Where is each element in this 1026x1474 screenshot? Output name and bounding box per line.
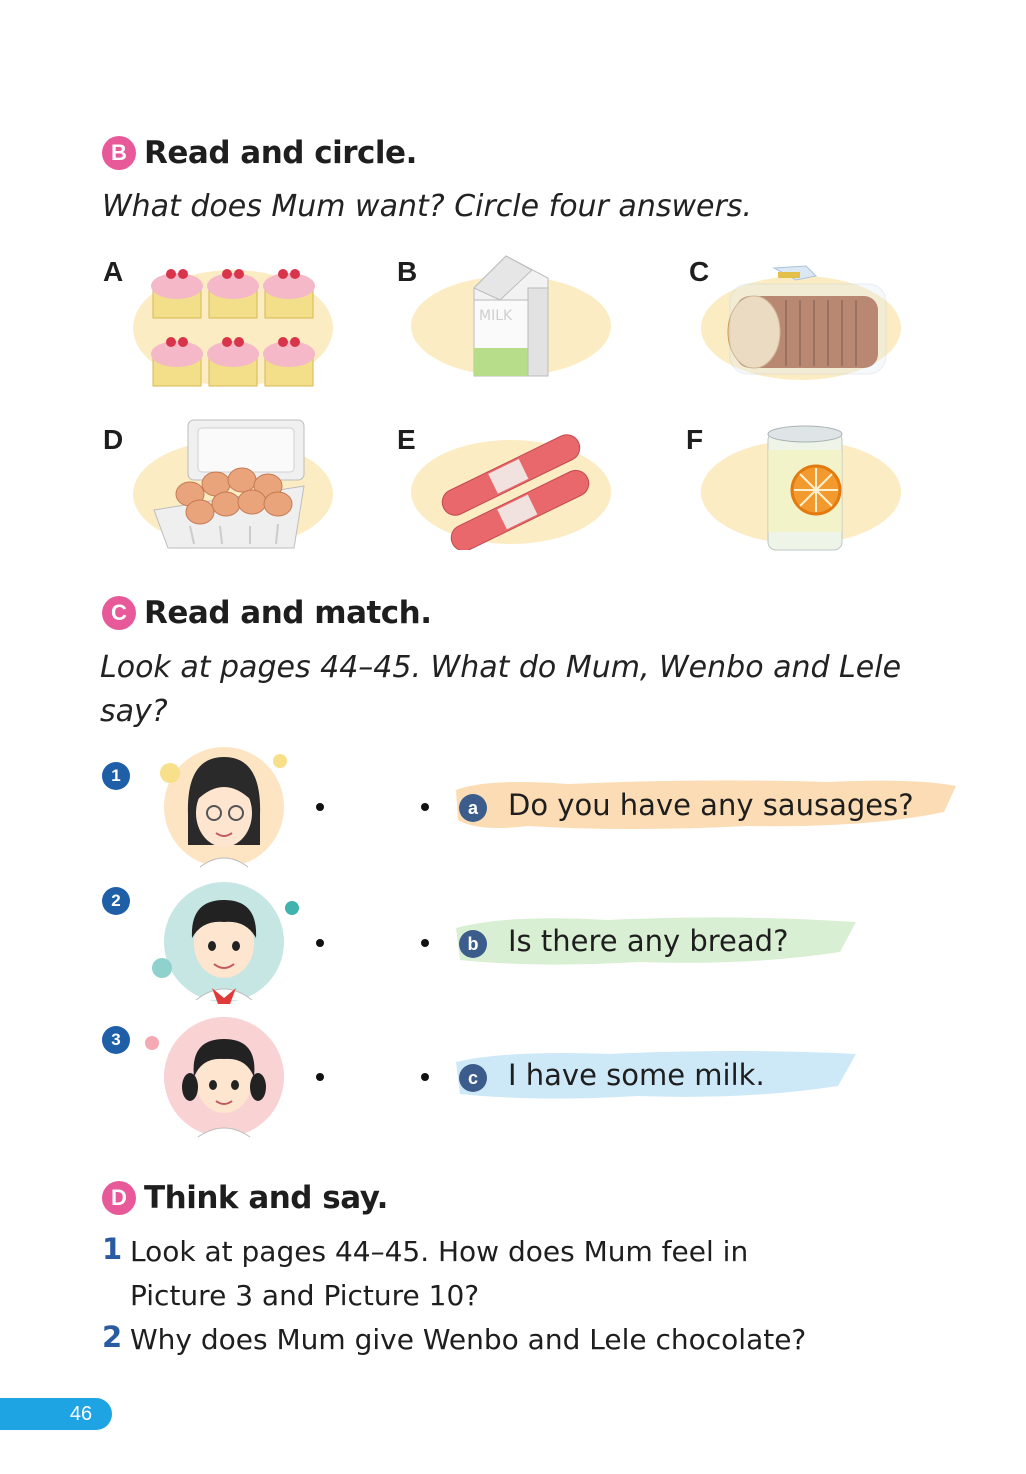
match-dot-right-b[interactable]	[421, 939, 429, 947]
page-number-tab	[0, 1398, 112, 1430]
match-letter-c: c	[459, 1064, 487, 1092]
section-c-header	[102, 595, 432, 631]
match-number-3: 3	[102, 1026, 130, 1054]
option-c-label[interactable]: C	[689, 256, 710, 287]
section-b-title: Read and circle.	[144, 135, 417, 171]
section-d-badge: D	[102, 1181, 136, 1215]
section-d-header	[102, 1180, 388, 1216]
section-b-instruction: What does Mum want? Circle four answers.	[102, 189, 752, 224]
lele-avatar	[140, 1015, 300, 1145]
section-c-badge: C	[102, 596, 136, 630]
match-number-2: 2	[102, 887, 130, 915]
section-c-instruction-line1: Look at pages 44–45. What do Mum, Wenbo and Lele	[100, 650, 902, 685]
page-number: 46	[69, 1402, 93, 1425]
wenbo-avatar	[150, 880, 310, 1010]
section-d-title: Think and say.	[144, 1180, 388, 1216]
milk-carton-text: MILK	[479, 308, 513, 324]
option-d-label[interactable]: D	[103, 424, 124, 455]
bread-image[interactable]	[696, 256, 906, 386]
juice-can-image[interactable]	[696, 420, 906, 560]
mum-avatar	[150, 745, 300, 875]
match-sentence-b: Is there any bread?	[508, 924, 789, 958]
match-letter-b: b	[459, 930, 487, 958]
section-b-badge: B	[102, 136, 136, 170]
match-dot-left-3[interactable]	[316, 1073, 324, 1081]
question-2-line1: Why does Mum give Wenbo and Lele chocolate?	[130, 1323, 807, 1356]
match-dot-right-c[interactable]	[421, 1073, 429, 1081]
milk-carton-image[interactable]	[406, 248, 616, 388]
match-sentence-a: Do you have any sausages?	[508, 788, 914, 822]
question-1-line1: Look at pages 44–45. How does Mum feel in	[130, 1235, 749, 1268]
option-b-label[interactable]: B	[397, 256, 418, 287]
match-letter-a: a	[459, 794, 487, 822]
question-1-number: 1	[102, 1232, 123, 1266]
cupcakes-image[interactable]	[128, 256, 338, 396]
section-c-title: Read and match.	[144, 595, 432, 631]
sausages-image[interactable]	[406, 420, 616, 550]
option-f-label[interactable]: F	[686, 424, 704, 455]
match-dot-left-2[interactable]	[316, 939, 324, 947]
match-sentence-c: I have some milk.	[508, 1058, 765, 1092]
section-c-instruction-line2: say?	[100, 694, 168, 729]
match-dot-right-a[interactable]	[421, 803, 429, 811]
option-e-label[interactable]: E	[397, 424, 416, 455]
question-1-line2: Picture 3 and Picture 10?	[130, 1279, 480, 1312]
option-a-label[interactable]: A	[103, 256, 124, 287]
match-number-1: 1	[102, 762, 130, 790]
match-dot-left-1[interactable]	[316, 803, 324, 811]
question-2-number: 2	[102, 1320, 123, 1354]
section-b-header	[102, 135, 417, 171]
eggs-carton-image[interactable]	[128, 414, 338, 556]
